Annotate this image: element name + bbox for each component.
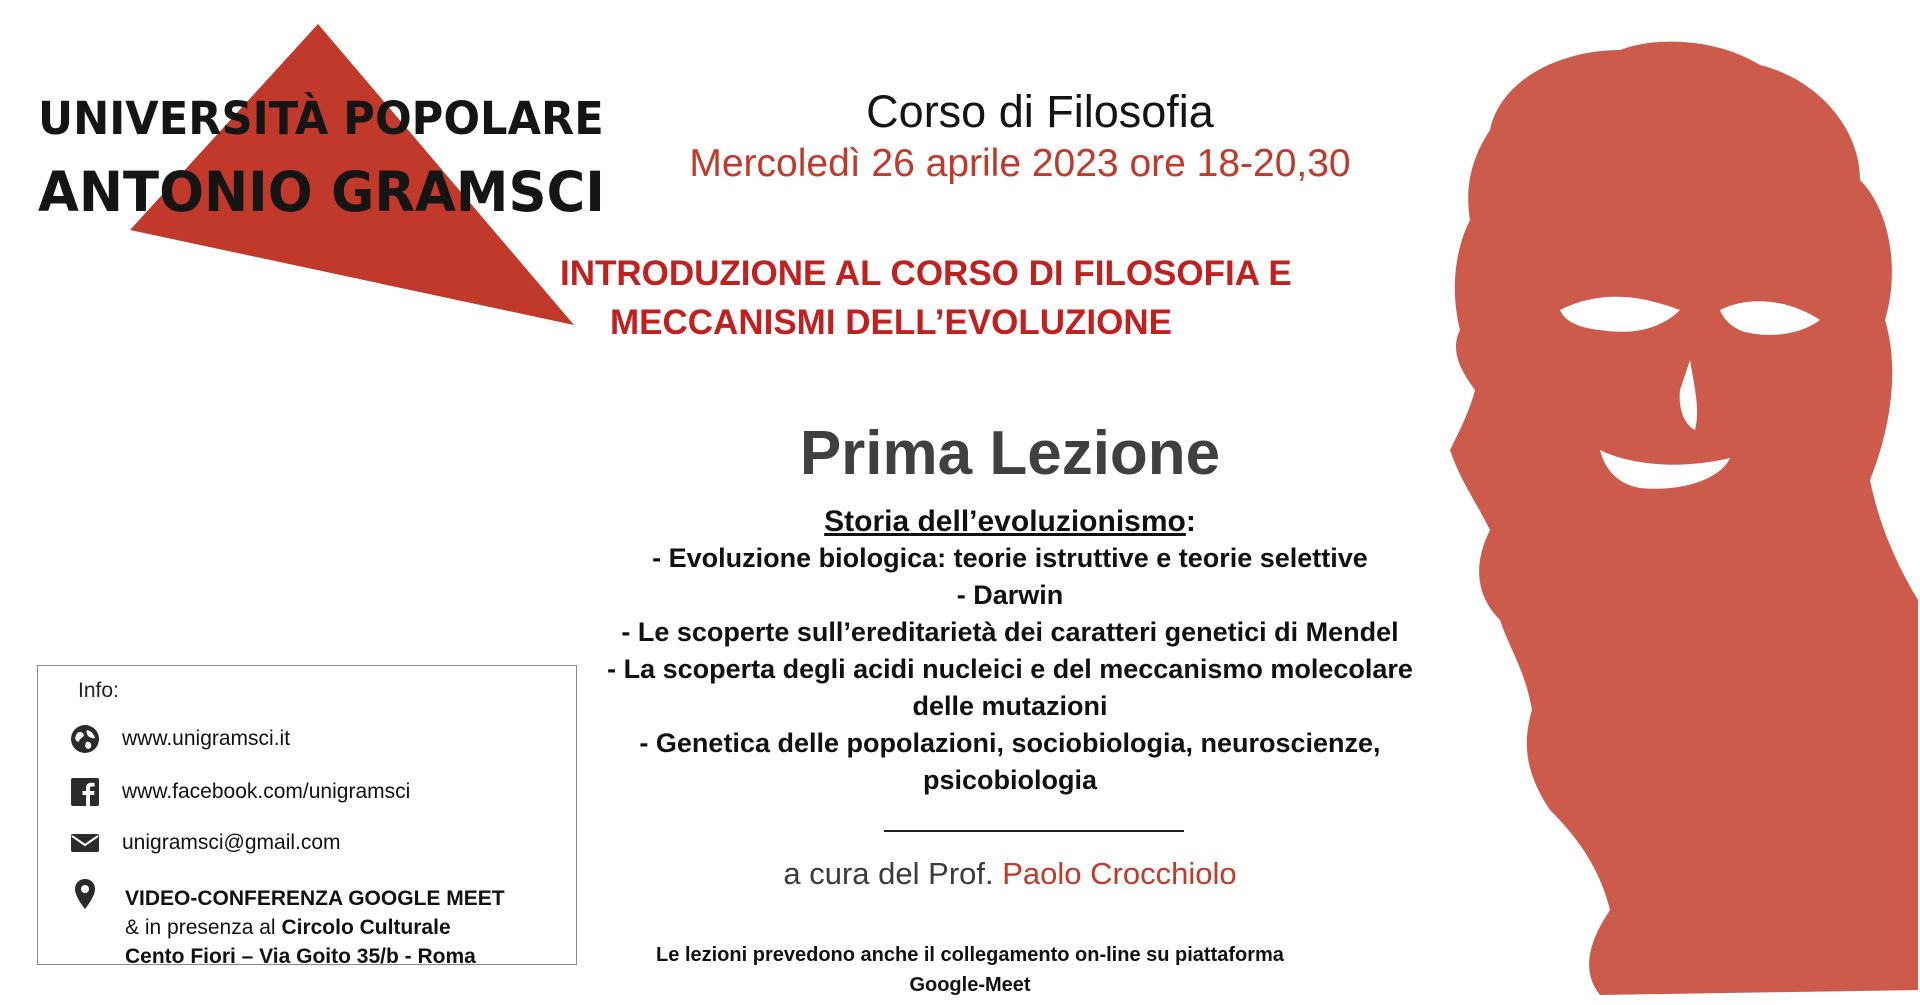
logo-university-name: UNIVERSITÀ POPOLARE (38, 92, 604, 145)
location-line1: VIDEO-CONFERENZA GOOGLE MEET (125, 887, 505, 910)
email-icon (68, 826, 102, 860)
website-link[interactable]: www.unigramsci.it (122, 727, 291, 750)
topics-heading-text: Storia dell’evoluzionismo (824, 505, 1186, 538)
info-facebook-row[interactable] (68, 774, 410, 810)
topic-title-line1: INTRODUZIONE AL CORSO DI FILOSOFIA E (560, 254, 1292, 293)
topic-item: - Genetica delle popolazioni, sociobiologia, neuroscienze, (639, 728, 1381, 758)
curator-name: Paolo Crocchiolo (1002, 856, 1237, 891)
location-line2-prefix: & in presenza al (125, 916, 282, 939)
curator-line (620, 856, 1400, 892)
curator-prefix: a cura del Prof. (783, 856, 994, 891)
topic-item: - Evoluzione biologica: teorie istruttive e teorie selettive (652, 543, 1368, 573)
email-link[interactable]: unigramsci@gmail.com (122, 831, 341, 854)
logo-gramsci-name: ANTONIO GRAMSCI (38, 160, 605, 224)
location-line3: Cento Fiori – Via Goito 35/b - Roma (125, 945, 476, 968)
facebook-icon (68, 775, 102, 809)
info-website-row[interactable] (68, 721, 290, 757)
location-text (125, 884, 505, 971)
topic-item: - Le scoperte sull’ereditarietà dei caratteri genetici di Mendel (621, 617, 1399, 647)
lesson-title: Prima Lezione (799, 419, 1221, 488)
location-pin-icon (68, 878, 102, 912)
topic-item: delle mutazioni (912, 691, 1108, 721)
topic-item: psicobiologia (922, 765, 1097, 795)
topic-item: - Darwin (956, 580, 1064, 610)
topic-title-line2: MECCANISMI DELL’EVOLUZIONE (610, 303, 1172, 342)
info-box (37, 665, 577, 968)
topics-heading-colon: : (1185, 505, 1196, 538)
topics-heading (550, 504, 1470, 540)
footer-note-line2: Google-Meet (909, 974, 1031, 996)
location-line2-bold: Circolo Culturale (281, 916, 451, 939)
location-line2 (125, 913, 505, 942)
course-date: Mercoledì 26 aprile 2023 ore 18-20,30 (689, 142, 1351, 185)
globe-icon (68, 722, 102, 756)
footer-note-line1: Le lezioni prevedono anche il collegamento on-line su piattaforma (656, 944, 1284, 966)
course-title: Corso di Filosofia (866, 86, 1214, 137)
divider-line (884, 830, 1184, 832)
lesson-topics (550, 504, 1470, 799)
info-email-row[interactable] (68, 825, 341, 861)
info-label: Info: (78, 679, 119, 702)
footer-note (560, 940, 1380, 1000)
topic-item: - La scoperta degli acidi nucleici e del meccanismo molecolare (607, 654, 1413, 684)
facebook-link[interactable]: www.facebook.com/unigramsci (122, 780, 411, 803)
